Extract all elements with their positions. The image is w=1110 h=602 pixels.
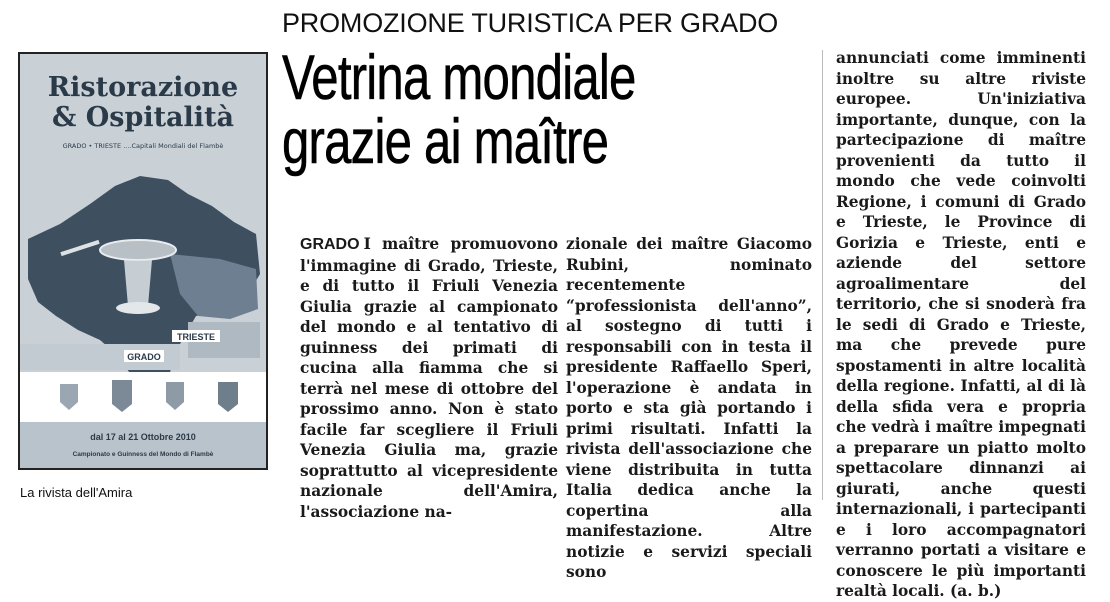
article-column-1 (300, 234, 558, 522)
article-column-2 (566, 234, 812, 583)
cover-artwork (20, 54, 266, 468)
magazine-cover (18, 52, 268, 470)
dateline: GRADO (300, 236, 360, 253)
cover-title-line-2: & Ospitalità (51, 102, 235, 133)
burner-stand-icon (124, 260, 152, 306)
burner-base (116, 302, 160, 314)
column-2-text: zionale dei maître Giacomo Rubini, nominato recentemente “professionista dell'anno”, al sostegno di tutti i responsabili con in testa il presidente Raffaello Speri, l'operazione è andata in porto e sta già portando i primi risultati. Infatti la rivista dell'associazione che viene distribuita in tutta Italia dedica anche la copertina alla manifestazione. Altre notizie e servizi speciali sono (566, 235, 812, 581)
article-headline (282, 43, 688, 177)
flambe-pan-icon (100, 240, 176, 260)
cover-title-line-1: Ristorazione (47, 72, 239, 103)
grado-label: GRADO (127, 352, 161, 362)
column-3-text: annunciati come imminenti inoltre su altre riviste europee. Un'iniziativa importante, dunque, con la partecipazione di maître provenienti da tutto il mondo che vede coinvolti Regione, i comuni di Grado e Trieste, le Province di Gorizia e Trieste, enti e aziende del settore agroalimentare del territorio, che si snoderà fra le sedi di Grado e Trieste, ma che prevede pure spostamenti in altre località della regione. Infatti, al di là della sfida vera e propria che vedrà i maître impegnati a preparare un piatto molto spettacolare dinnanzi ai giurati, anche questi internazionali, i partecipanti e i loro accompagnatori verranno portati a visitare e conoscere le più importanti realtà locali. (a. b.) (836, 49, 1086, 600)
headline-line-2: grazie ai maître (282, 107, 609, 177)
column-divider (822, 50, 823, 500)
cover-caption: La rivista dell'Amira (20, 485, 133, 500)
cover-subtitle: GRADO • TRIESTE ....Capitali Mondiali del Flambè (62, 142, 224, 150)
cover-dates: dal 17 al 21 Ottobre 2010 (90, 432, 196, 442)
headline-line-1: Vetrina mondiale (282, 43, 636, 113)
column-1-text: I maître promuovono l'immagine di Grado, Trieste, e di tutto il Friuli Venezia Giulia grazie al campionato del mondo e al tentativo di guinness dei primati di cucina alla fiamma che si terrà nel mese di ottobre del prossimo anno. Non è stato facile far scegliere il Friuli Venezia Giulia ma, grazie soprattutto al vicepresidente nazionale dell'Amira, l'associazione na- (300, 235, 558, 521)
article-column-3 (836, 48, 1086, 602)
cover-footer-band (20, 422, 266, 468)
trieste-label: TRIESTE (176, 332, 216, 342)
cover-footer-text: Campionato e Guinness del Mondo di Flambè (72, 451, 214, 458)
article-kicker: PROMOZIONE TURISTICA PER GRADO (282, 8, 779, 38)
